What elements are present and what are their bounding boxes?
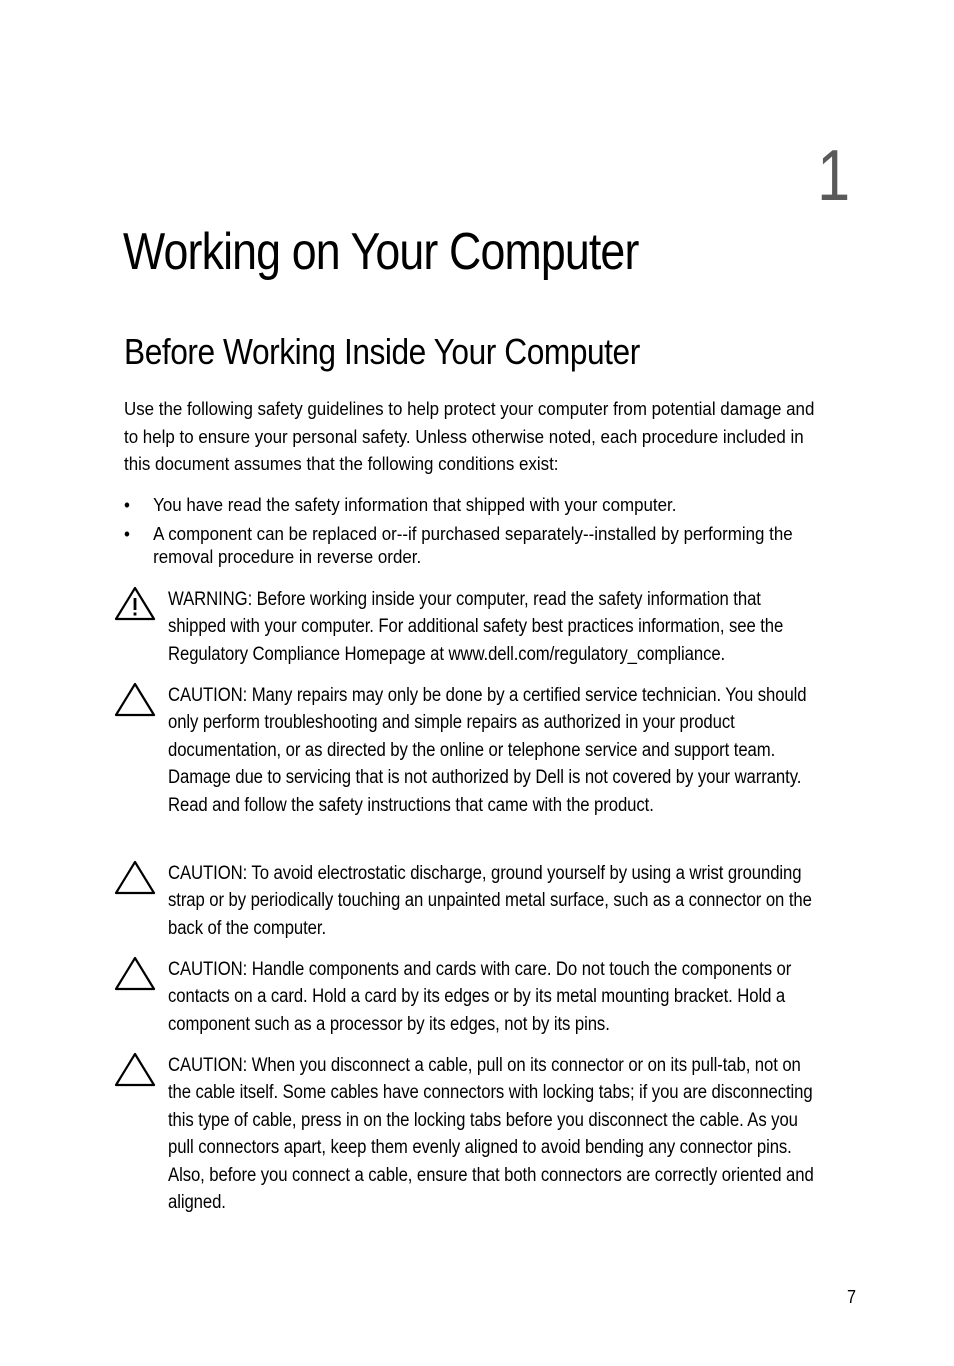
list-item: [124, 523, 838, 569]
section-title: Before Working Inside Your Computer: [124, 331, 640, 372]
intro-paragraph: Use the following safety guidelines to help protect your computer from potential damage and to help to ensure your personal safety. Unless otherwise noted, each procedure included in this document assumes that the following conditions exist:: [124, 399, 815, 474]
notice-text: CAUTION: When you disconnect a cable, pull on its connector or on its pull-tab, not on the cable itself. Some cables have connectors with locking tabs; if you are disconnecting this type of cable, press in on the locking tabs before you disconnect the cable. As you pull connectors apart, keep them evenly aligned to avoid bending any connector pins. Also, before you connect a cable, ensure that both connectors are correctly oriented and aligned.: [168, 1055, 814, 1214]
list-item-text: You have read the safety information that shipped with your computer.: [153, 495, 677, 515]
caution-icon: [114, 956, 156, 992]
caution-icon: [114, 860, 156, 896]
chapter-title: Working on Your Computer: [123, 223, 639, 281]
bullet-icon: •: [124, 524, 130, 544]
caution-icon: [114, 1052, 156, 1088]
notice-text: CAUTION: Handle components and cards with care. Do not touch the components or contacts on a card. Hold a card by its edges or by its metal mounting bracket. Hold a component such as a processor by its edges, not by its pins.: [168, 959, 792, 1035]
notice-text: CAUTION: To avoid electrostatic discharge, ground yourself by using a wrist grounding strap or by periodically touching an unpainted metal surface, such as a connector on the back of the computer.: [168, 863, 812, 939]
chapter-number: 1: [817, 136, 850, 216]
notice-text: CAUTION: Many repairs may only be done by a certified service technician. You should only perform troubleshooting and simple repairs as authorized in your product documentation, or as directed by the online or telephone service and support team. Damage due to servicing that is not authorized by Dell is not covered by your warranty. Read and follow the safety instructions that came with the product.: [168, 685, 807, 816]
page-number: 7: [846, 1287, 856, 1307]
caution-icon: [114, 682, 156, 718]
list-item: [124, 494, 838, 517]
warning-icon: [114, 586, 156, 622]
conditions-list: [124, 494, 884, 575]
notice-text: WARNING: Before working inside your computer, read the safety information that shipped with your computer. For additional safety best practices information, see the Regulatory Compliance Homepage at www.dell.com/regulatory_compliance.: [168, 589, 784, 665]
bullet-icon: •: [124, 495, 130, 515]
list-item-text: A component can be replaced or--if purchased separately--installed by performing the removal procedure in reverse order.: [153, 524, 793, 567]
